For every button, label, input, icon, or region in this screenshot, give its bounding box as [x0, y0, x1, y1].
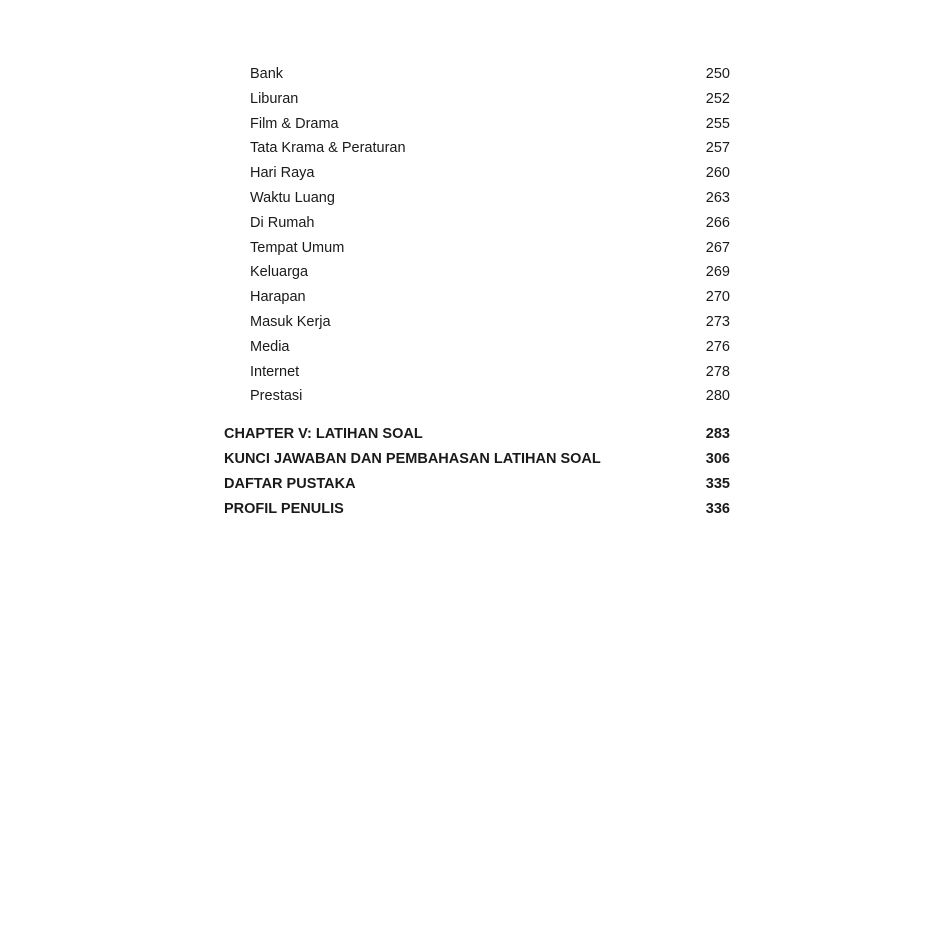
toc-chapter-entry[interactable] — [224, 422, 730, 447]
toc-entry-label: Masuk Kerja — [250, 313, 331, 330]
toc-entry-label: Di Rumah — [250, 214, 315, 231]
toc-entry-page: 255 — [705, 115, 730, 132]
toc-chapter-entry[interactable] — [224, 497, 730, 522]
toc-entry-page: 306 — [705, 450, 730, 467]
toc-chapter-entry[interactable] — [224, 472, 730, 497]
toc-entry-page: 266 — [705, 214, 730, 231]
toc-entry[interactable] — [224, 136, 730, 161]
toc-entry-label: CHAPTER V: LATIHAN SOAL — [224, 426, 423, 443]
toc-entry-label: Waktu Luang — [250, 189, 335, 206]
toc-entry[interactable] — [224, 62, 730, 87]
toc-entry-label: Hari Raya — [250, 165, 315, 182]
toc-entry-page: 269 — [705, 264, 730, 281]
toc-entry-page: 260 — [705, 165, 730, 182]
toc-entry[interactable] — [224, 335, 730, 360]
toc-entry-page: 270 — [705, 289, 730, 306]
toc-entry-page: 250 — [705, 66, 730, 82]
toc-entry-page: 257 — [705, 140, 730, 157]
toc-entry[interactable] — [224, 260, 730, 285]
toc-entry-page: 278 — [705, 363, 730, 380]
toc-entry-page: 335 — [705, 475, 730, 492]
toc-entry-label: DAFTAR PUSTAKA — [224, 475, 356, 492]
toc-entry-label: Keluarga — [250, 264, 309, 281]
toc-entry-label: Tempat Umum — [250, 239, 345, 256]
toc-entry-label: Media — [250, 338, 290, 355]
toc-entry[interactable] — [224, 360, 730, 385]
toc-sub-list — [224, 62, 730, 409]
toc-entry-label: Prestasi — [250, 388, 303, 405]
toc-entry[interactable] — [224, 384, 730, 409]
toc-entry-label: Tata Krama & Peraturan — [250, 140, 406, 157]
toc-entry-label: Liburan — [250, 90, 299, 107]
toc-entry[interactable] — [224, 161, 730, 186]
toc-entry-label: PROFIL PENULIS — [224, 500, 344, 517]
toc-entry-page: 273 — [705, 313, 730, 330]
toc-entry-page: 252 — [705, 90, 730, 107]
toc-entry-label: Film & Drama — [250, 115, 339, 132]
toc-entry-page: 267 — [705, 239, 730, 256]
toc-entry[interactable] — [224, 211, 730, 236]
toc-entry[interactable] — [224, 310, 730, 335]
toc-entry[interactable] — [224, 236, 730, 261]
toc-entry[interactable] — [224, 186, 730, 211]
toc-chapter-entry[interactable] — [224, 447, 730, 472]
toc-entry[interactable] — [224, 285, 730, 310]
toc-entry-page: 276 — [705, 338, 730, 355]
toc-entry[interactable] — [224, 87, 730, 112]
toc-entry-label: Internet — [250, 363, 300, 380]
toc-entry-page: 280 — [705, 388, 730, 405]
toc-entry-page: 263 — [705, 189, 730, 206]
toc-entry-label: Bank — [250, 66, 284, 82]
toc-main-list — [224, 422, 730, 521]
toc-entry-page: 283 — [705, 426, 730, 443]
table-of-contents — [224, 62, 730, 521]
toc-entry-label: Harapan — [250, 289, 306, 306]
toc-entry-label: KUNCI JAWABAN DAN PEMBAHASAN LATIHAN SOAL — [224, 450, 601, 467]
section-spacer — [224, 409, 730, 422]
toc-entry[interactable] — [224, 112, 730, 137]
toc-entry-page: 336 — [705, 500, 730, 517]
